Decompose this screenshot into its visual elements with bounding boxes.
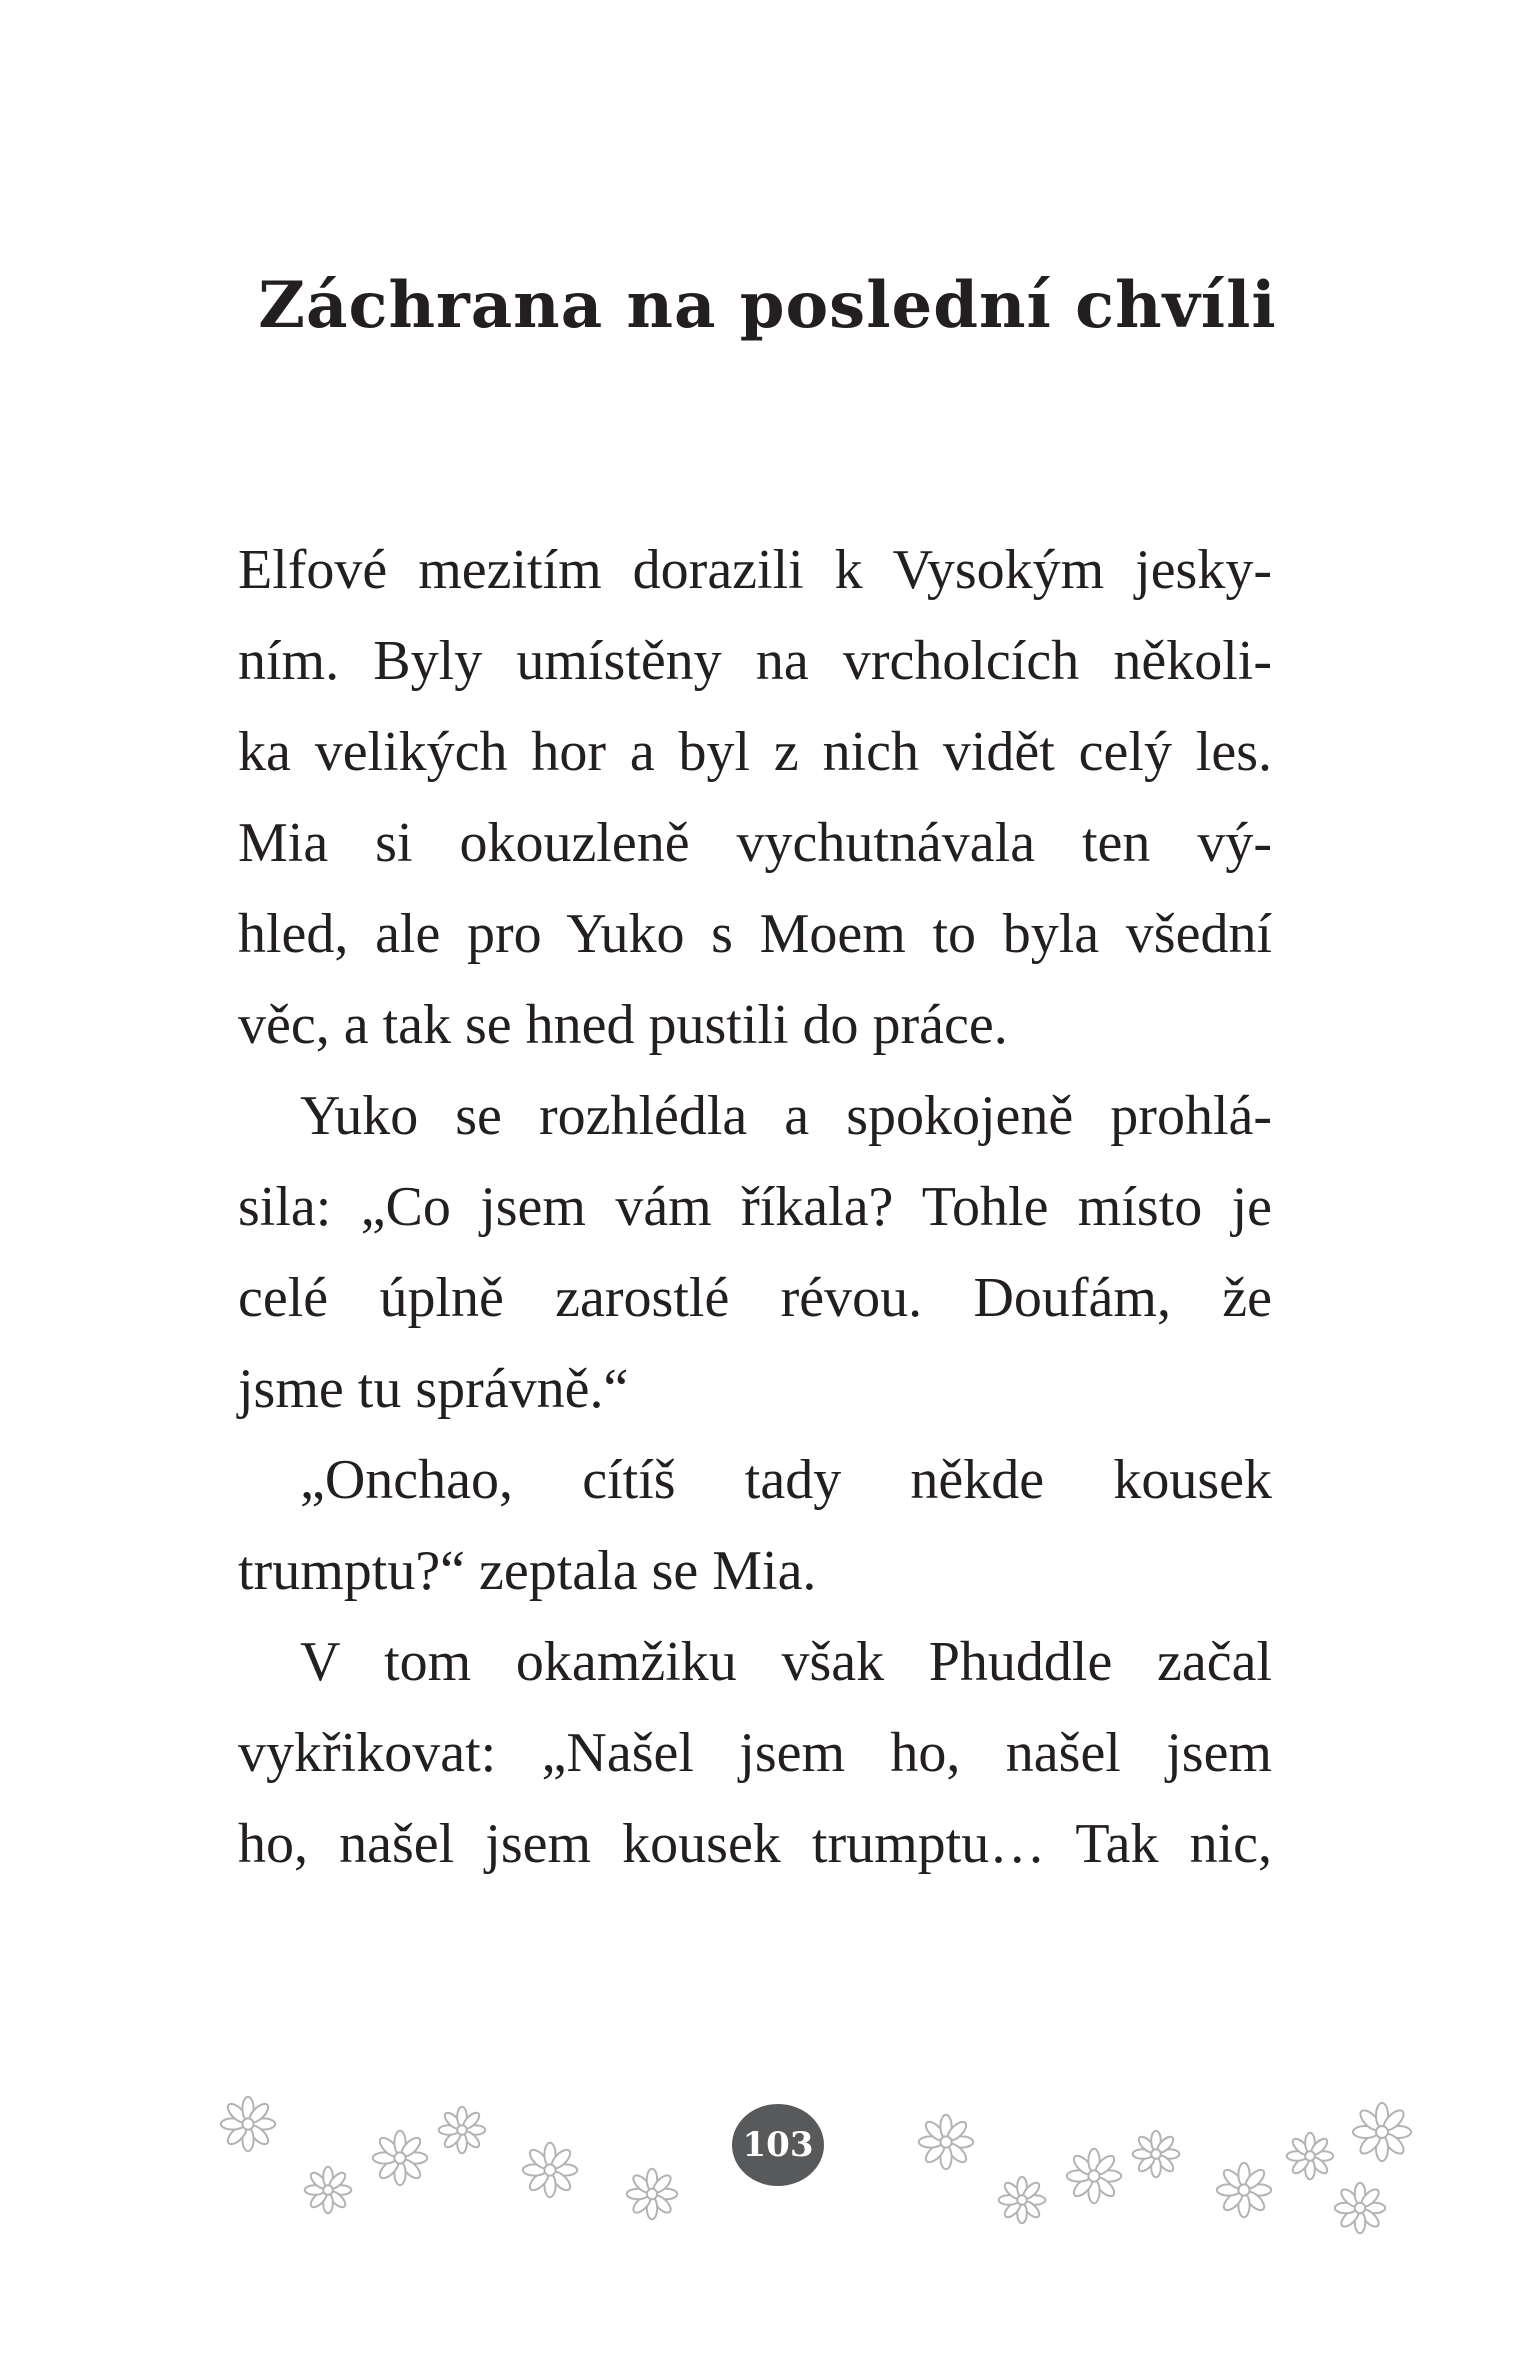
chapter-body xyxy=(238,525,1272,1890)
text-line: jsme tu správně.“ xyxy=(238,1358,629,1420)
text-line: Yuko se rozhlédla a spokojeně prohlá- xyxy=(300,1085,1272,1147)
flower-ornament-icon xyxy=(1067,2149,1121,2203)
text-line: trumptu?“ zeptala se Mia. xyxy=(238,1540,817,1602)
text-line: ka velikých hor a byl z nich vidět celý les. xyxy=(238,721,1272,783)
paragraph-2 xyxy=(238,1071,1272,1435)
text-line: sila: „Co jsem vám říkala? Tohle místo je xyxy=(238,1176,1272,1238)
flower-ornament-icon xyxy=(1353,2103,1411,2161)
page-footer xyxy=(0,2080,1535,2280)
flower-ornament-icon xyxy=(1133,2131,1180,2178)
paragraph-3 xyxy=(238,1435,1272,1617)
flower-ornament-icon xyxy=(439,2107,486,2154)
flower-ornament-icon xyxy=(221,2097,275,2151)
flower-ornament-icon xyxy=(919,2115,973,2169)
page-number-badge: 103 xyxy=(732,2104,824,2186)
flower-ornament-icon xyxy=(1217,2163,1271,2217)
flower-ornament-icon xyxy=(627,2169,677,2219)
text-line: hled, ale pro Yuko s Moem to byla všední xyxy=(238,903,1272,965)
flower-ornament-icon xyxy=(1335,2183,1385,2233)
flower-ornament-icon xyxy=(373,2131,427,2185)
flower-ornament-icon xyxy=(523,2143,577,2197)
text-line: ním. Byly umístěny na vrcholcích několi- xyxy=(238,630,1272,692)
flower-ornament-icon xyxy=(1287,2133,1334,2180)
chapter-title: Záchrana na poslední chvíli xyxy=(258,268,1277,343)
flower-ornament-border xyxy=(0,2080,1535,2280)
paragraph-4 xyxy=(238,1617,1272,1890)
paragraph-1 xyxy=(238,525,1272,1071)
flower-ornament-icon xyxy=(999,2177,1046,2224)
text-line: věc, a tak se hned pustili do práce. xyxy=(238,994,1008,1056)
text-line: Mia si okouzleně vychutnávala ten vý- xyxy=(238,812,1272,874)
text-line: ho, našel jsem kousek trumptu… Tak nic, xyxy=(238,1813,1272,1875)
text-line: vykřikovat: „Našel jsem ho, našel jsem xyxy=(238,1722,1272,1784)
text-line: Elfové mezitím dorazili k Vysokým jesky- xyxy=(238,539,1272,601)
text-line: „Onchao, cítíš tady někde kousek xyxy=(300,1449,1272,1511)
flower-ornament-icon xyxy=(305,2167,352,2214)
text-line: celé úplně zarostlé révou. Doufám, že xyxy=(238,1267,1272,1329)
text-line: V tom okamžiku však Phuddle začal xyxy=(300,1631,1272,1693)
